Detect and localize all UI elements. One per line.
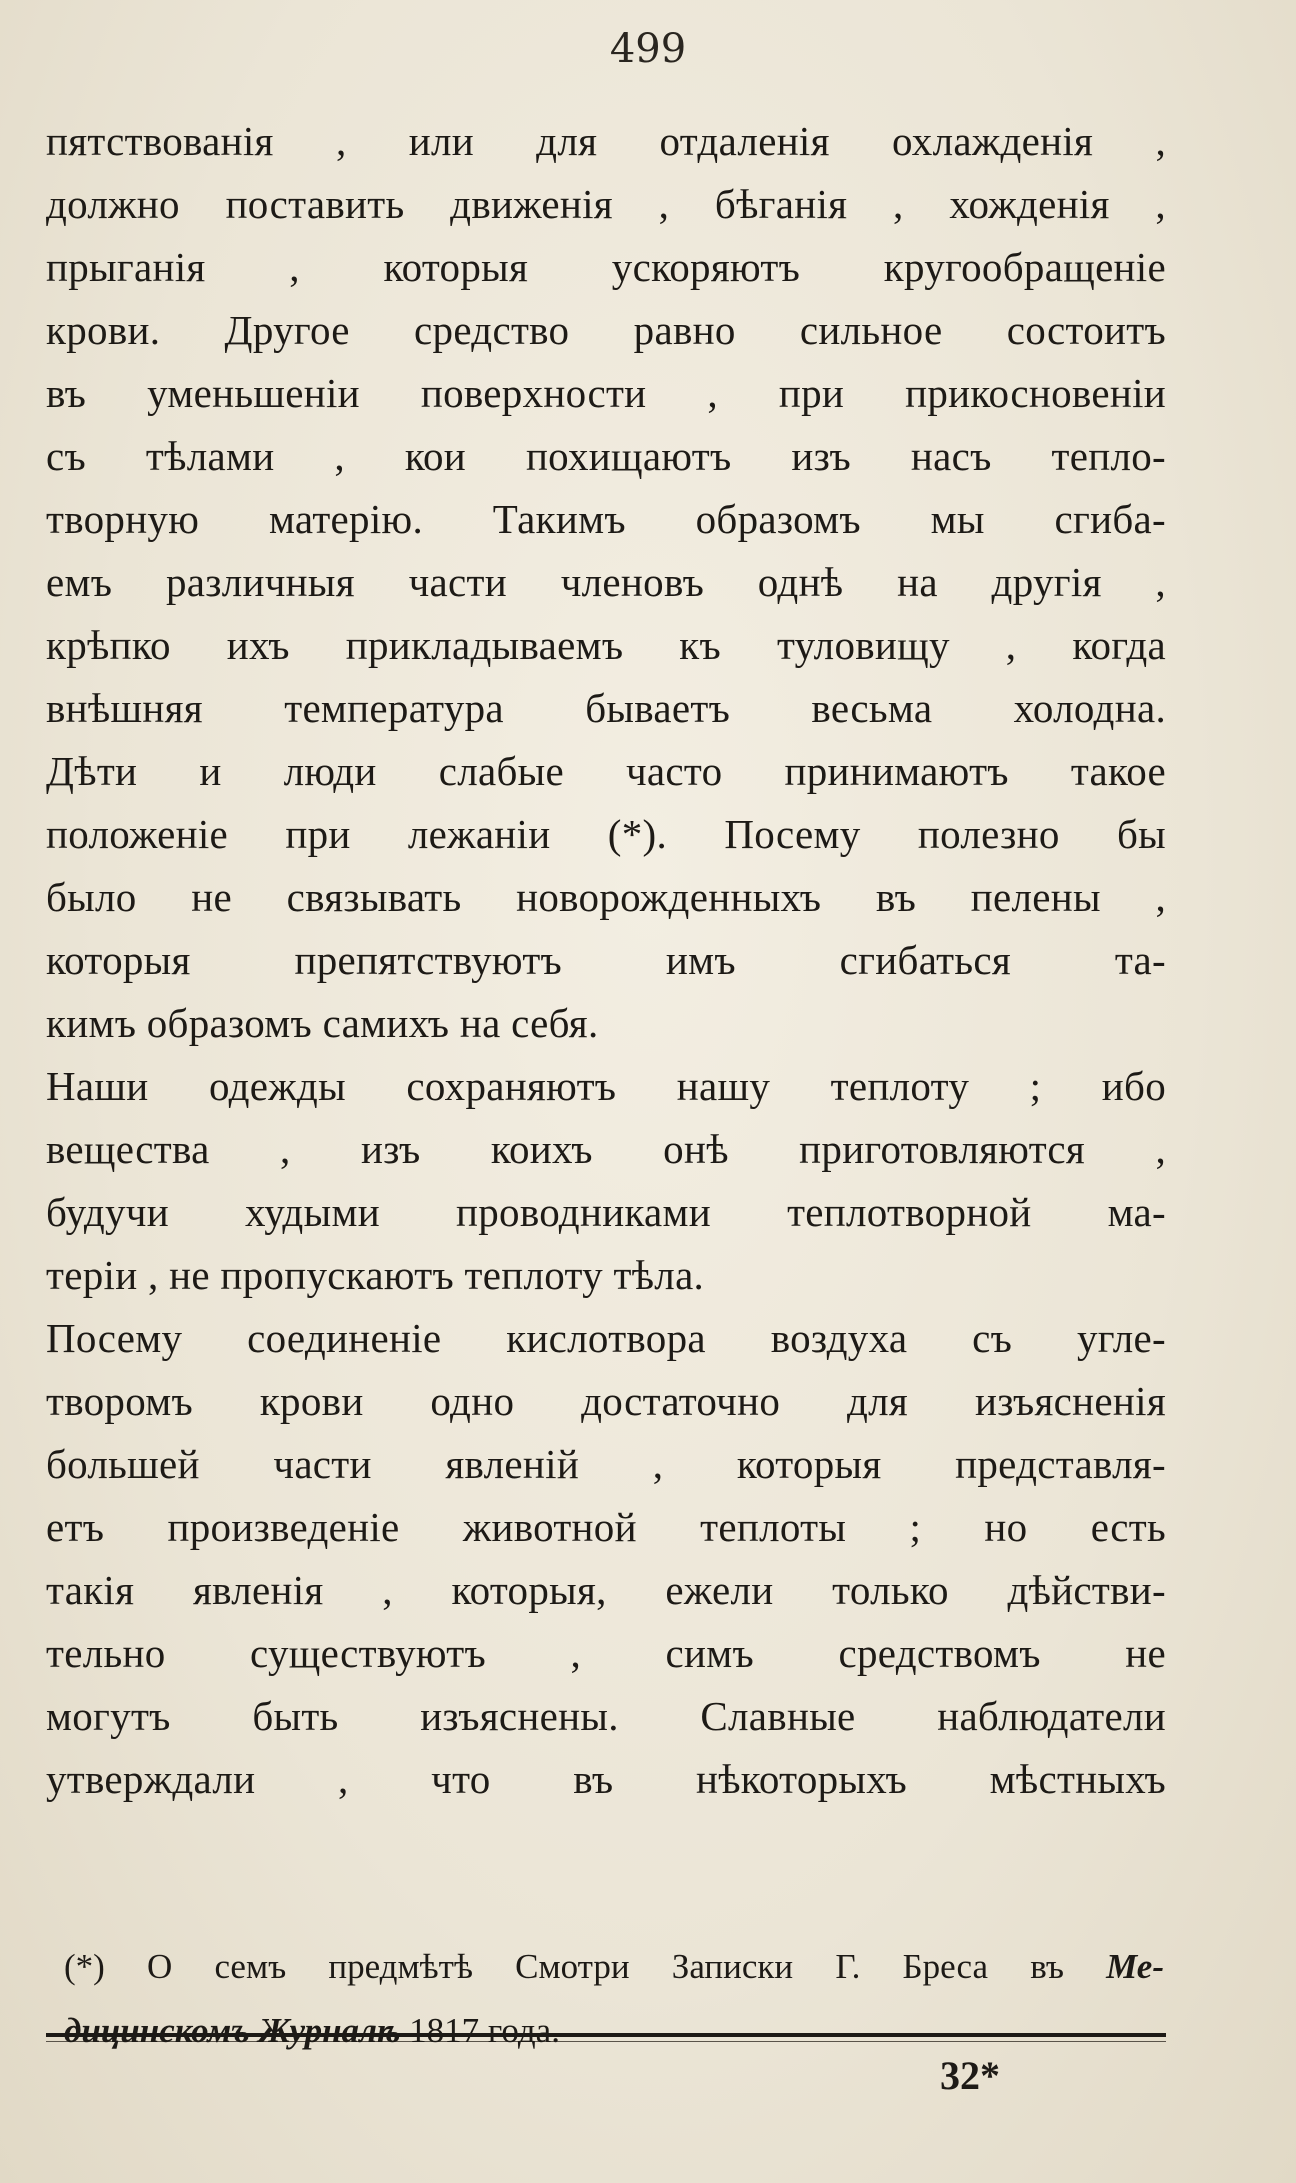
text-line: вещества , изъ коихъ онѣ приготовляются , — [46, 1126, 1166, 1172]
footnote-journal-title: дицинскомъ Журналѣ — [64, 2011, 401, 2050]
text-line: теріи , не пропускаютъ теплоту тѣла. — [46, 1252, 705, 1298]
text-line: было не связывать новорожденныхъ въ пелены , — [46, 874, 1166, 920]
text-line: творомъ крови одно достаточно для изъясненія — [46, 1378, 1166, 1424]
text-line: Посему соединеніе кислотвора воздуха съ угле- — [46, 1315, 1166, 1361]
text-line: прыганія , которыя ускоряютъ кругообращеніе — [46, 244, 1166, 290]
text-line: крови. Другое средство равно сильное состоитъ — [46, 307, 1166, 353]
footnote-text: (*) О семъ предмѣтѣ Смотри Записки Г. Бреса въ — [64, 1947, 1107, 1986]
text-line: утверждали , что въ нѣкоторыхъ мѣстныхъ — [46, 1756, 1166, 1802]
text-line: Наши одежды сохраняютъ нашу теплоту ; ибо — [46, 1063, 1166, 1109]
text-line: въ уменьшеніи поверхности , при прикосновеніи — [46, 370, 1166, 416]
footnote-line — [64, 1935, 1164, 1999]
footnote — [64, 1935, 1164, 2063]
text-line: будучи худыми проводниками теплотворной ма- — [46, 1189, 1166, 1235]
text-line: большей части явленій , которыя представля- — [46, 1441, 1166, 1487]
text-line: кимъ образомъ самихъ на себя. — [46, 1000, 599, 1046]
text-line: пятствованія , или для отдаленія охлажденія , — [46, 118, 1166, 164]
text-line: съ тѣлами , кои похищаютъ изъ насъ тепло- — [46, 433, 1166, 479]
text-line: которыя препятствуютъ имъ сгибаться та- — [46, 937, 1166, 983]
page-number: 499 — [609, 26, 687, 72]
text-line: могутъ быть изъяснены. Славные наблюдатели — [46, 1693, 1166, 1739]
signature-mark: 32* — [940, 2053, 1000, 2098]
text-line: етъ произведеніе животной теплоты ; но есть — [46, 1504, 1166, 1550]
text-line: такія явленія , которыя, ежели только дѣйстви- — [46, 1567, 1166, 1613]
text-line: творную матерію. Такимъ образомъ мы сгиба- — [46, 496, 1166, 542]
body-text — [46, 110, 1166, 1811]
footnote-year: 1817 года. — [400, 2011, 560, 2050]
text-line: должно поставить движенія , бѣганія , хожденія , — [46, 181, 1166, 227]
text-line: Дѣти и люди слабые часто принимаютъ такое — [46, 748, 1166, 794]
text-line: тельно существуютъ , симъ средствомъ не — [46, 1630, 1166, 1676]
footnote-journal-title: Ме- — [1106, 1947, 1164, 1986]
text-line: крѣпко ихъ прикладываемъ къ туловищу , когда — [46, 622, 1166, 668]
text-line: положеніе при лежаніи (*). Посему полезно бы — [46, 811, 1166, 857]
text-line: емъ различныя части членовъ однѣ на другія , — [46, 559, 1166, 605]
text-line: внѣшняя температура бываетъ весьма холодна. — [46, 685, 1166, 731]
